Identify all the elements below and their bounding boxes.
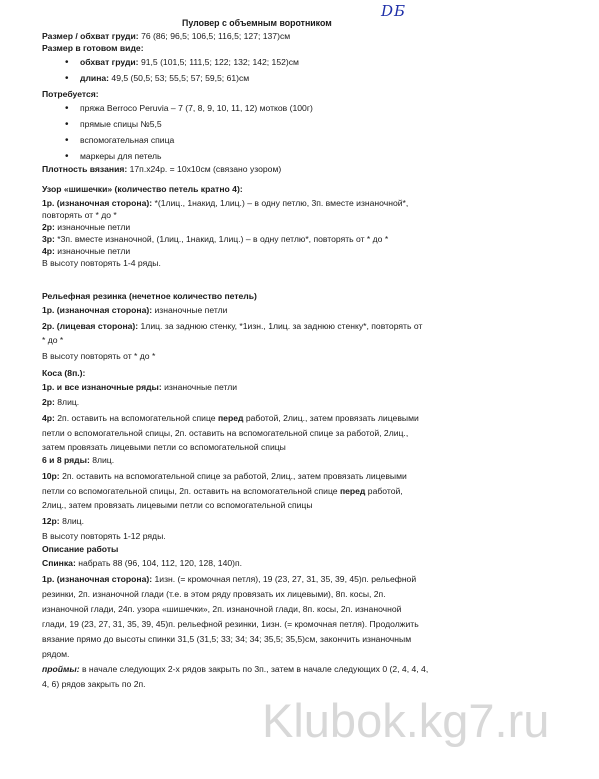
pattern-repeat: В высоту повторять 1-4 ряды.	[42, 258, 161, 268]
back-line: Спинка: набрать 88 (96, 104, 112, 120, 128, 140)п.	[42, 558, 243, 568]
pattern-row: 12р: 8лиц.	[42, 516, 84, 526]
work-row: проймы: в начале следующих 2-х рядов закрыть по 3п., затем в начале следующих 0 (2, 4, 4, 4,	[42, 664, 429, 674]
work-row: рядом.	[42, 649, 70, 659]
page-title: Пуловер с объемным воротником	[182, 18, 332, 28]
gauge-line: Плотность вязания: 17п.х24р. = 10х10см (связано узором)	[42, 164, 282, 174]
pattern-row: 6 и 8 ряды: 8лиц.	[42, 455, 115, 465]
materials-label: Потребуется:	[42, 89, 99, 99]
size-section	[42, 31, 562, 176]
pattern-row: 10р: 2п. оставить на вспомогательной спице за работой, 2лиц., затем провязать лицевыми	[42, 471, 407, 481]
size-value: 76 (86; 96,5; 106,5; 116,5; 127; 137)см	[141, 31, 291, 41]
pattern-row: 2р: 8лиц.	[42, 397, 80, 407]
section-title: Узор «шишечки» (количество петель кратно 4):	[42, 184, 243, 194]
bobble-pattern-section	[42, 184, 562, 270]
work-row: резинки, 2п. изнаночной глади (т.е. в этом ряду провязать их лицевыми), 8п. косы, 2п.	[42, 589, 386, 599]
pattern-row: 4р: изнаночные петли	[42, 246, 131, 256]
material-item: • вспомогательная спица	[42, 135, 562, 147]
pattern-row: петли о вспомогательной спицы, 2п. оставить на вспомогательной спице за работой, 2лиц.,	[42, 428, 409, 438]
pattern-row: * до *	[42, 335, 64, 345]
pattern-repeat: В высоту повторять 1-12 ряды.	[42, 531, 166, 541]
work-row: вязание прямо до высоты спинки 31,5 (31,5; 33; 34; 34; 35,5; 35,5)см, закончить изнаночным	[42, 634, 412, 644]
section-title: Коса (8п.):	[42, 368, 86, 378]
size-line	[42, 31, 562, 43]
size-label: Размер / обхват груди:	[42, 31, 139, 41]
material-item: • маркеры для петель	[42, 151, 562, 163]
work-row: 4, 6) рядов закрыть по 2п.	[42, 679, 146, 689]
pattern-row: 2лиц., затем провязать лицевыми петли со вспомогательной спицы	[42, 500, 313, 510]
pattern-row: 1р. (изнаночная сторона): изнаночные петли	[42, 305, 228, 315]
pattern-row: 3р: *3п. вместе изнаночной, (1лиц., 1накид, 1лиц.) – в одну петлю*, повторять от * до *	[42, 234, 389, 244]
rib-pattern-section	[42, 291, 562, 363]
pattern-row: 2р. (лицевая сторона): 1лиц. за заднюю стенку, *1изн., 1лиц. за заднюю стенку*, повторять от	[42, 321, 423, 331]
db-logo: DБ	[381, 2, 407, 20]
work-row: 1р. (изнаночная сторона): 1изн. (= кромочная петля), 19 (23, 27, 31, 35, 39, 45)п. рельефной	[42, 574, 417, 584]
site-watermark: Klubok.kg7.ru	[262, 694, 550, 747]
finished-chest: • обхват груди: 91,5 (101,5; 111,5; 122; 132; 142; 152)см	[42, 57, 562, 69]
material-item: • пряжа Berroco Peruvia – 7 (7, 8, 9, 10, 11, 12) мотков (100г)	[42, 103, 562, 115]
pattern-row: 4р: 2п. оставить на вспомогательной спице перед работой, 2лиц., затем провязать лицевыми	[42, 413, 419, 423]
pattern-row: 1р. (изнаночная сторона): *(1лиц., 1накид, 1лиц.) – в одну петлю, 3п. вместе изнаночной*,	[42, 198, 409, 208]
section-title: Рельефная резинка (нечетное количество петель)	[42, 291, 257, 301]
finished-label: Размер в готовом виде:	[42, 43, 144, 53]
finished-length: • длина: 49,5 (50,5; 53; 55,5; 57; 59,5; 61)см	[42, 73, 562, 85]
pattern-row: повторять от * до *	[42, 210, 117, 220]
material-item: • прямые спицы №5,5	[42, 119, 562, 131]
section-title: Описание работы	[42, 544, 119, 554]
work-row: изнаночной глади, 24п. узора «шишечки», 2п. изнаночной глади, 8п. косы, 2п. изнаночной	[42, 604, 402, 614]
pattern-repeat: В высоту повторять от * до *	[42, 351, 156, 361]
work-section	[42, 544, 562, 691]
work-row: глади, 19 (23, 27, 31, 35, 39, 45)п. рельефной резинки, 1изн. (= кромочная петля). Продолжить	[42, 619, 419, 629]
pattern-row: петли со вспомогательной спицы, 2п. оставить на вспомогательной спице перед работой,	[42, 486, 403, 496]
pattern-row: затем провязать лицевыми петли со вспомогательной спицы	[42, 442, 286, 452]
pattern-row: 2р: изнаночные петли	[42, 222, 131, 232]
cable-pattern-section	[42, 368, 562, 543]
pattern-row: 1р. и все изнаночные ряды: изнаночные петли	[42, 382, 238, 392]
